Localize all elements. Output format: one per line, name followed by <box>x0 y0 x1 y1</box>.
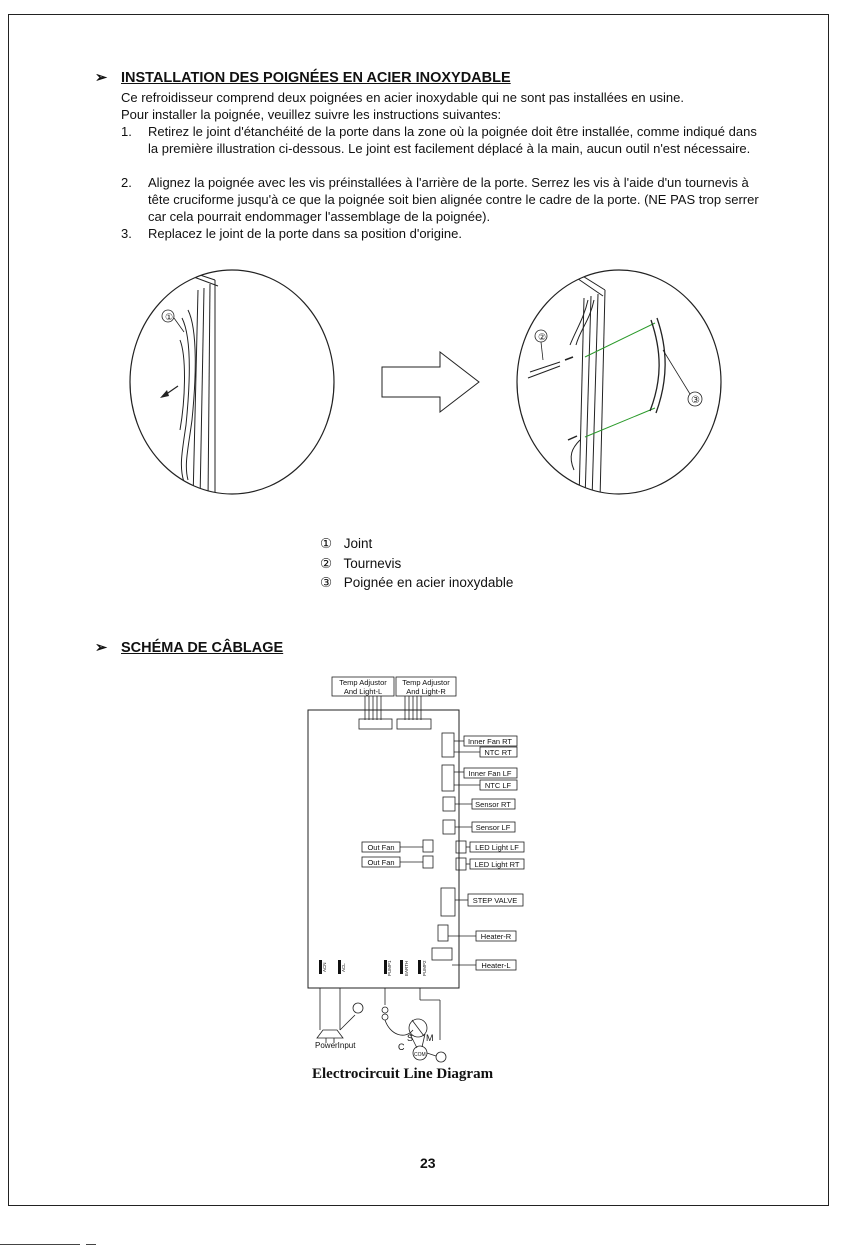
step-number: 2. <box>121 175 132 190</box>
label-ntc-rt: NTC RT <box>484 748 512 757</box>
legend-number: ③ <box>320 575 333 590</box>
label-earth: EARTH <box>404 960 409 976</box>
label-pump2: PUMP2 <box>422 960 427 976</box>
callout-1: ① <box>165 312 174 322</box>
legend-label: Tournevis <box>343 556 402 571</box>
label-light-r: And Light-R <box>406 687 446 696</box>
page-number: 23 <box>420 1155 436 1171</box>
label-out-fan-1: Out Fan <box>367 843 395 852</box>
label-m: M <box>426 1033 434 1043</box>
callout-3: ③ <box>691 395 700 406</box>
label-power-input: PowerInput <box>315 1041 356 1050</box>
label-sensor-lf: Sensor LF <box>475 823 511 832</box>
footer-rule <box>0 1244 80 1245</box>
step-number: 1. <box>121 124 132 139</box>
label-acn: ACN <box>322 962 327 972</box>
label-light-l: And Light-L <box>343 687 383 696</box>
diagram-caption: Electrocircuit Line Diagram <box>312 1066 494 1082</box>
label-ntc-lf: NTC LF <box>484 781 512 790</box>
legend-number: ① <box>320 536 333 551</box>
legend-label: Poignée en acier inoxydable <box>343 575 514 590</box>
legend-label: Joint <box>343 536 373 551</box>
label-acl: ACL <box>341 963 346 972</box>
footer-rule-short <box>86 1244 96 1245</box>
label-heater-r: Heater-R <box>480 932 512 941</box>
step-text: Retirez le joint d'étanchéité de la porte dans la zone où la poignée doit être installée, comme indiqué dans la première illustration ci-dessous. Le joint est facilement déplacé à la main, aucun outil n'est nécessaire. <box>148 124 757 156</box>
label-inner-fan-rt: Inner Fan RT <box>467 737 513 746</box>
label-led-light-rt: LED Light RT <box>474 860 520 869</box>
label-s: S <box>407 1033 414 1043</box>
section-title: INSTALLATION DES POIGNÉES EN ACIER INOXYDABLE <box>121 70 511 86</box>
step-text: Replacez le joint de la porte dans sa position d'origine. <box>148 226 462 241</box>
bullet-arrow-icon: ➢ <box>95 70 108 86</box>
label-out-fan-2: Out Fan <box>367 858 395 867</box>
bullet-arrow-icon: ➢ <box>95 640 108 656</box>
intro-line-2: Pour installer la poignée, veuillez suivre les instructions suivantes: <box>121 107 502 122</box>
section-title: SCHÉMA DE CÂBLAGE <box>121 640 284 656</box>
label-com: COM <box>414 1052 426 1058</box>
label-step-valve: STEP VALVE <box>472 896 518 905</box>
label-heater-l: Heater-L <box>481 961 511 970</box>
label-temp-adjustor-l: Temp Adjustor <box>339 678 387 687</box>
legend-number: ② <box>320 556 333 571</box>
step-number: 3. <box>121 226 132 241</box>
label-temp-adjustor-r: Temp Adjustor <box>402 678 450 687</box>
label-c: C <box>398 1042 405 1052</box>
intro-line-1: Ce refroidisseur comprend deux poignées en acier inoxydable qui ne sont pas installées en usine. <box>121 90 684 105</box>
label-inner-fan-lf: Inner Fan LF <box>468 769 512 778</box>
label-pump1: PUMP1 <box>387 960 392 976</box>
callout-2: ② <box>538 332 547 342</box>
label-sensor-rt: Sensor RT <box>475 800 511 809</box>
step-text: Alignez la poignée avec les vis préinstallées à l'arrière de la porte. Serrez les vis à l'aide d'un tournevis à tête cruciforme jusqu'à ce que la poignée soit bien alignée contre le cadre de la porte. (NE PAS trop serrer car cela pourrait endommager l'assemblage de la poignée). <box>148 175 759 224</box>
label-led-light-lf: LED Light LF <box>475 843 519 852</box>
